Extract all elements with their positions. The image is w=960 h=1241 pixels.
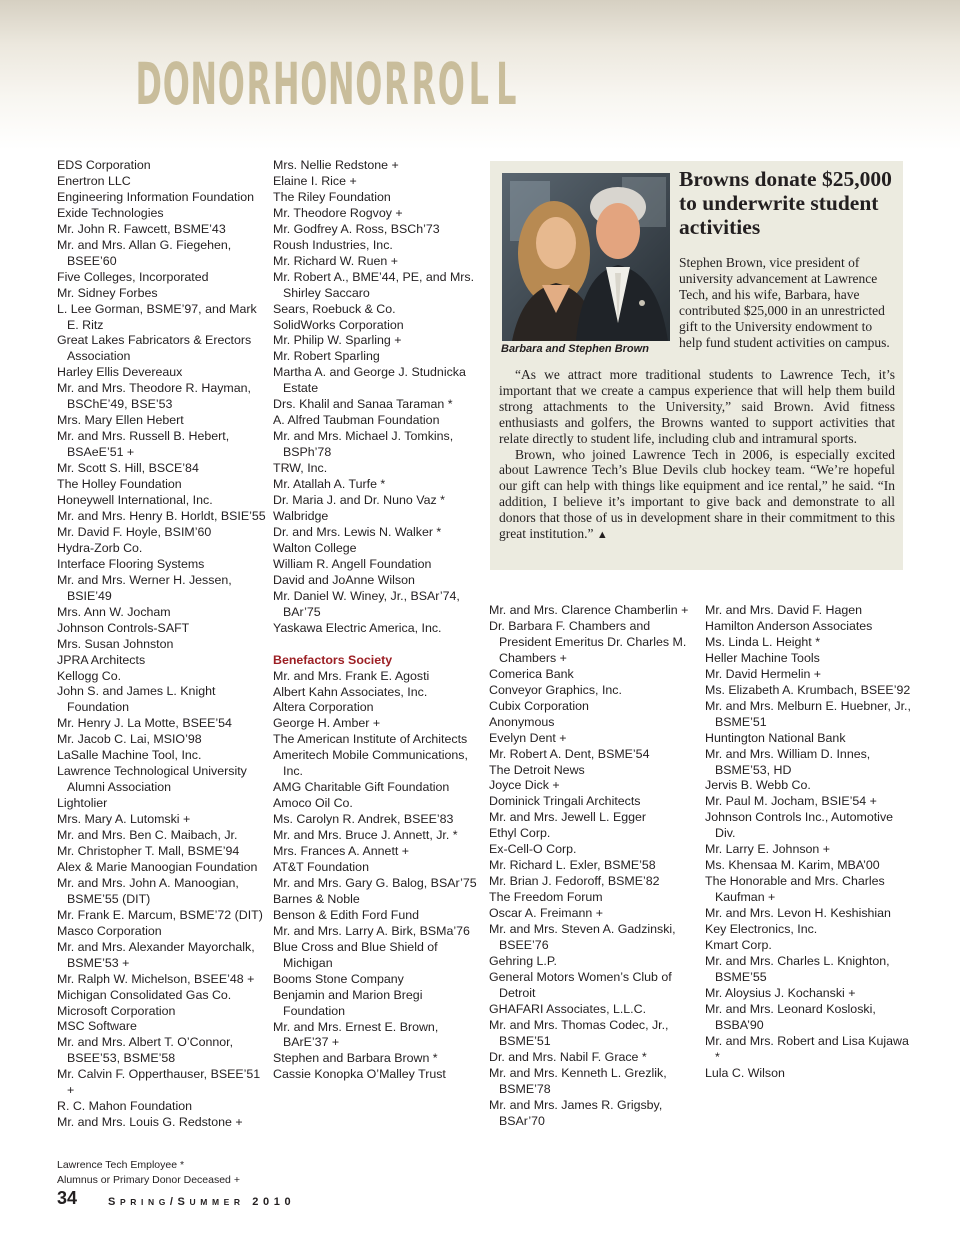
donor-entry: Mr. Theodore Rogvoy +: [273, 205, 403, 220]
donor-entry: Mr. and Mrs. Henry B. Horldt, BSIE’55: [57, 508, 266, 523]
masthead-title: [135, 52, 520, 116]
donor-entry: Ameritech Mobile Communications, Inc.: [273, 748, 468, 779]
donor-entry: Lightolier: [57, 796, 108, 811]
donor-entry: Mr. Robert A., BME’44, PE, and Mrs. Shirley Saccaro: [273, 269, 475, 300]
donor-entry: Huntington National Bank: [705, 730, 846, 745]
donor-entry: Jervis B. Webb Co.: [705, 778, 811, 793]
issue-label: SPRING/SUMMER 2010: [108, 1196, 296, 1208]
donor-entry: Mr. Larry E. Johnson +: [705, 842, 830, 857]
donor-entry: Mr. and Mrs. Alexander Mayorchalk, BSME’53 +: [57, 939, 255, 970]
sidebar-headline: Browns donate $25,000 to underwrite student activities: [679, 167, 892, 239]
masthead-letter: H: [272, 50, 300, 118]
donor-entry: Hydra-Zorb Co.: [57, 540, 143, 555]
photo-caption: Barbara and Stephen Brown: [501, 343, 649, 355]
donor-entry: The Detroit News: [489, 762, 585, 777]
masthead-letter: O: [162, 50, 190, 118]
sidebar-paragraph-1: “As we attract more traditional students to Lawrence Tech, it’s important that we create a campus experience that will help them build strong attachments to the University,” said Brown. Avid fitness enthusiasts and golfers, the Browns wanted to support activities that relate directly to student life, including club and intramural sports.: [499, 367, 895, 446]
donor-entry: Mr. and Mrs. Robert and Lisa Kujawa *: [705, 1033, 909, 1064]
donor-entry: Mr. Aloysius J. Kochanski +: [705, 985, 856, 1000]
donor-entry: Mr. and Mrs. Levon H. Keshishian: [705, 906, 891, 921]
donor-entry: Albert Kahn Associates, Inc.: [273, 684, 428, 699]
donor-entry: Walbridge: [273, 508, 329, 523]
donor-entry: Mr. David F. Hoyle, BSIM’60: [57, 524, 212, 539]
sidebar-paragraph-2-text: Brown, who joined Lawrence Tech in 2006, is especially excited about Lawrence Tech’s Blue Devils club hockey team. “We’re hopeful our gift can help with things like equipment and ice rental,” he said. “In addition, I believe it’s important to give back and demonstrate to all donors that those of us in development share in their commitment to this great institution.”: [499, 446, 895, 542]
donor-entry: A. Alfred Taubman Foundation: [273, 413, 440, 428]
sidebar-lead-paragraph: Stephen Brown, vice president of university advancement at Lawrence Tech, and his wife, Barbara, have contributed $25,000 in an unrestricted gift to the University endowment to help fund student activities on campus.: [679, 255, 890, 350]
donor-entry: Cubix Corporation: [489, 698, 589, 713]
donor-entry: Johnson Controls Inc., Automotive Div.: [705, 810, 894, 841]
donor-entry: Mr. and Mrs. Werner H. Jessen, BSIE’49: [57, 572, 232, 603]
donor-entry: AMG Charitable Gift Foundation: [273, 780, 450, 795]
donor-entry: Mr. and Mrs. Charles L. Knighton, BSME’55: [705, 953, 890, 984]
donor-entry: Five Colleges, Incorporated: [57, 269, 209, 284]
donor-entry: Ex-Cell-O Corp.: [489, 842, 577, 857]
donor-entry: Alex & Marie Manoogian Foundation: [57, 859, 258, 874]
donor-entry: Mr. Christopher T. Mall, BSME’94: [57, 843, 240, 858]
donor-entry: Dr. and Mrs. Lewis N. Walker *: [273, 524, 442, 539]
donor-entry: Johnson Controls-SAFT: [57, 620, 190, 635]
sidebar-body: [499, 367, 895, 544]
donor-entry: Mr. and Mrs. Bruce J. Annett, Jr. *: [273, 828, 458, 843]
donor-entry: Mrs. Mary A. Lutomski +: [57, 812, 191, 827]
donor-entry: The American Institute of Architects: [273, 732, 468, 747]
donor-column-4: [705, 603, 915, 1082]
donor-entry: Kellogg Co.: [57, 668, 122, 683]
donor-entry: Masco Corporation: [57, 923, 162, 938]
donor-entry: Ethyl Corp.: [489, 826, 551, 841]
donor-entry: Great Lakes Fabricators & Erectors Association: [57, 333, 252, 364]
donor-entry: Mr. Richard L. Exler, BSME’58: [489, 858, 656, 873]
sidebar-paragraph-2: [499, 447, 895, 544]
page-number: 34: [57, 1188, 78, 1208]
donor-entry: Roush Industries, Inc.: [273, 237, 393, 252]
donor-entry: Benson & Edith Ford Fund: [273, 907, 420, 922]
donor-entry: Mrs. Ann W. Jocham: [57, 604, 171, 619]
donor-entry: Mr. Robert Sparling: [273, 349, 380, 364]
donor-entry: The Honorable and Mrs. Charles Kaufman +: [705, 874, 885, 905]
donor-entry: Comerica Bank: [489, 666, 574, 681]
donor-entry: Mr. Philip W. Sparling +: [273, 333, 402, 348]
masthead-letter: R: [383, 50, 409, 118]
donor-entry: Mr. and Mrs. Kenneth L. Grezlik, BSME’78: [489, 1065, 667, 1096]
donor-entry: Mrs. Mary Ellen Hebert: [57, 413, 184, 428]
donor-entry: LaSalle Machine Tool, Inc.: [57, 748, 202, 763]
donor-entry: Mr. and Mrs. Louis G. Redstone +: [57, 1115, 243, 1130]
donor-entry: Key Electronics, Inc.: [705, 922, 818, 937]
donor-entry: Mrs. Frances A. Annett +: [273, 844, 410, 859]
donor-entry: Mr. Sidney Forbes: [57, 285, 158, 300]
donor-entry: Mrs. Nellie Redstone +: [273, 158, 399, 172]
donor-entry: Mr. and Mrs. Frank E. Agosti: [273, 668, 430, 683]
end-triangle-icon: ▲: [596, 529, 608, 542]
donor-entry: Conveyor Graphics, Inc.: [489, 682, 622, 697]
donor-entry: Yaskawa Electric America, Inc.: [273, 620, 442, 635]
donor-entry: Mr. John R. Fawcett, BSME’43: [57, 221, 226, 236]
donor-entry: Mr. and Mrs. Melburn E. Huebner, Jr., BSME’51: [705, 698, 911, 729]
donor-entry: Mr. Henry J. La Motte, BSEE’54: [57, 716, 232, 731]
donor-entry: Ms. Khensaa M. Karim, MBA’00: [705, 858, 880, 873]
donor-entry: Mr. David Hermelin +: [705, 666, 822, 681]
donor-entry: Hamilton Anderson Associates: [705, 618, 873, 633]
donor-entry: Dr. Barbara F. Chambers and President Emeritus Dr. Charles M. Chambers +: [489, 618, 687, 665]
donor-column-2: [273, 158, 483, 1083]
donor-entry: Cassie Konopka O’Malley Trust: [273, 1067, 446, 1082]
donor-entry: MSC Software: [57, 1019, 137, 1034]
donor-entry: Mr. and Mrs. James R. Grigsby, BSAr’70: [489, 1097, 663, 1128]
donor-entry: Booms Stone Company: [273, 971, 404, 986]
donor-entry: GHAFARI Associates, L.L.C.: [489, 1001, 647, 1016]
donor-entry: Engineering Information Foundation: [57, 189, 255, 204]
feature-sidebar: [490, 161, 903, 570]
donor-entry: JPRA Architects: [57, 652, 146, 667]
donor-entry: Anonymous: [489, 714, 555, 729]
masthead-letter: L: [496, 50, 517, 118]
donor-entry: Mr. and Mrs. David F. Hagen: [705, 603, 863, 617]
donor-entry: Mr. Scott S. Hill, BSCE’84: [57, 461, 199, 476]
donor-entry: SolidWorks Corporation: [273, 317, 404, 332]
donor-entry: Dominick Tringali Architects: [489, 794, 641, 809]
masthead-letter: O: [437, 50, 465, 118]
donor-entry: Elaine I. Rice +: [273, 173, 357, 188]
donor-entry: Mr. Godfrey A. Ross, BSCh’73: [273, 221, 440, 236]
donor-entry: Mrs. Susan Johnston: [57, 636, 174, 651]
donor-entry: Mr. Robert A. Dent, BSME’54: [489, 746, 650, 761]
donor-entry: Altera Corporation: [273, 700, 374, 715]
masthead-letter: R: [411, 50, 437, 118]
donor-entry: John S. and James L. Knight Foundation: [57, 684, 216, 715]
donor-entry: Mr. Calvin F. Opperthauser, BSEE’51 +: [57, 1067, 261, 1098]
donor-entry: Mr. and Mrs. Gary G. Balog, BSAr’75: [273, 875, 477, 890]
donor-entry: Mr. and Mrs. Clarence Chamberlin +: [489, 603, 689, 617]
donor-entry: Lula C. Wilson: [705, 1065, 785, 1080]
donor-entry: Mr. Jacob C. Lai, MSIO’98: [57, 732, 202, 747]
donor-entry: Oscar A. Freimann +: [489, 906, 603, 921]
donor-entry: Amoco Oil Co.: [273, 796, 353, 811]
donor-entry: Mr. and Mrs. Michael J. Tomkins, BSPh’78: [273, 429, 454, 460]
donor-entry: Mr. and Mrs. Ben C. Maibach, Jr.: [57, 828, 238, 843]
masthead-letter: O: [300, 50, 328, 118]
donor-entry: Enertron LLC: [57, 173, 131, 188]
donor-entry: Evelyn Dent +: [489, 730, 567, 745]
donor-entry: Blue Cross and Blue Shield of Michigan: [273, 939, 438, 970]
donor-entry: The Holley Foundation: [57, 477, 182, 492]
donor-entry: Michigan Consolidated Gas Co.: [57, 987, 232, 1002]
masthead-letter: O: [217, 50, 245, 118]
donor-entry: Heller Machine Tools: [705, 650, 820, 665]
donor-entry: Mr. and Mrs. Russell B. Hebert, BSAeE’51 +: [57, 429, 230, 460]
donor-entry: The Freedom Forum: [489, 890, 603, 905]
donor-entry: Harley Ellis Devereaux: [57, 365, 183, 380]
donor-entry: Interface Flooring Systems: [57, 556, 205, 571]
donor-entry: Dr. Maria J. and Dr. Nuno Vaz *: [273, 493, 445, 508]
donor-entry: Exide Technologies: [57, 205, 164, 220]
donor-entry: Barnes & Noble: [273, 891, 360, 906]
donor-entry: David and JoAnne Wilson: [273, 572, 415, 587]
donor-entry: Mr. and Mrs. William D. Innes, BSME’53, HD: [705, 746, 871, 777]
donor-entry: Mr. and Mrs. Thomas Codec, Jr., BSME’51: [489, 1017, 669, 1048]
donor-entry: Dr. and Mrs. Nabil F. Grace *: [489, 1049, 647, 1064]
donor-entry: Mr. Ralph W. Michelson, BSEE’48 +: [57, 971, 255, 986]
donor-entry: Joyce Dick +: [489, 778, 560, 793]
donor-entry: William R. Angell Foundation: [273, 556, 432, 571]
donor-entry: The Riley Foundation: [273, 189, 391, 204]
donor-entry: George H. Amber +: [273, 716, 381, 731]
masthead-letter: D: [135, 50, 162, 118]
donor-entry: Microsoft Corporation: [57, 1003, 176, 1018]
donor-column-1: [57, 158, 267, 1131]
donor-entry: Martha A. and George J. Studnicka Estate: [273, 365, 466, 396]
donor-entry: Gehring L.P.: [489, 953, 557, 968]
donor-entry: TRW, Inc.: [273, 461, 328, 476]
donor-entry: Ms. Elizabeth A. Krumbach, BSEE’92: [705, 682, 911, 697]
donor-photo: [502, 173, 670, 341]
donor-entry: Mr. and Mrs. Theodore R. Hayman, BSChE’49, BSE’53: [57, 381, 251, 412]
donor-entry: Mr. and Mrs. Jewell L. Egger: [489, 810, 647, 825]
donor-entry: Drs. Khalil and Sanaa Taraman *: [273, 397, 453, 412]
masthead-letter: L: [468, 50, 489, 118]
donor-entry: Benjamin and Marion Bregi Foundation: [273, 987, 423, 1018]
donor-entry: Mr. Brian J. Fedoroff, BSME’82: [489, 874, 660, 889]
donor-entry: Lawrence Technological University Alumni Association: [57, 764, 247, 795]
donor-entry: Ms. Linda L. Height *: [705, 634, 821, 649]
donor-entry: Mr. and Mrs. Larry A. Birk, BSMa’76: [273, 923, 470, 938]
donor-column-3: [489, 603, 699, 1129]
donor-entry: General Motors Women’s Club of Detroit: [489, 969, 672, 1000]
donor-entry: Sears, Roebuck & Co.: [273, 301, 396, 316]
donor-entry: Mr. Atallah A. Turfe *: [273, 477, 386, 492]
donor-entry: Mr. and Mrs. Albert T. O’Connor, BSEE’53, BSME’58: [57, 1035, 234, 1066]
masthead-letter: R: [246, 50, 272, 118]
donor-entry: R. C. Mahon Foundation: [57, 1099, 192, 1114]
masthead-letter: N: [327, 50, 355, 118]
donor-entry: Mr. Frank E. Marcum, BSME’72 (DIT): [57, 907, 263, 922]
donor-entry: Ms. Carolyn R. Andrek, BSEE’83: [273, 812, 454, 827]
donor-entry: Mr. and Mrs. Leonard Kosloski, BSBA’90: [705, 1001, 876, 1032]
legend-employee: Lawrence Tech Employee *: [57, 1159, 185, 1171]
donor-entry: Walton College: [273, 540, 357, 555]
donor-entry: Honeywell International, Inc.: [57, 493, 213, 508]
donor-entry: Mr. and Mrs. Steven A. Gadzinski, BSEE’76: [489, 922, 676, 953]
masthead-letter: O: [355, 50, 383, 118]
donor-entry: AT&T Foundation: [273, 859, 369, 874]
photo-illustration: [502, 173, 670, 341]
donor-entry: Kmart Corp.: [705, 938, 772, 953]
donor-entry: Mr. and Mrs. Allan G. Fiegehen, BSEE’60: [57, 237, 232, 268]
donor-entry: Stephen and Barbara Brown *: [273, 1051, 438, 1066]
benefactors-heading: Benefactors Society: [273, 652, 393, 667]
donor-entry: L. Lee Gorman, BSME’97, and Mark E. Ritz: [57, 301, 257, 332]
donor-entry: Mr. and Mrs. John A. Manoogian, BSME’55 (DIT): [57, 875, 239, 906]
legend-deceased: Alumnus or Primary Donor Deceased +: [57, 1173, 240, 1186]
donor-entry: Mr. Paul M. Jocham, BSIE’54 +: [705, 794, 877, 809]
donor-entry: Mr. Daniel W. Winey, Jr., BSAr’74, BAr’75: [273, 588, 460, 619]
donor-entry: Mr. and Mrs. Ernest E. Brown, BArE’37 +: [273, 1019, 439, 1050]
legend: [57, 1158, 240, 1187]
masthead-letter: N: [190, 50, 218, 118]
donor-entry: Mr. Richard W. Ruen +: [273, 253, 398, 268]
donor-entry: EDS Corporation: [57, 158, 151, 172]
